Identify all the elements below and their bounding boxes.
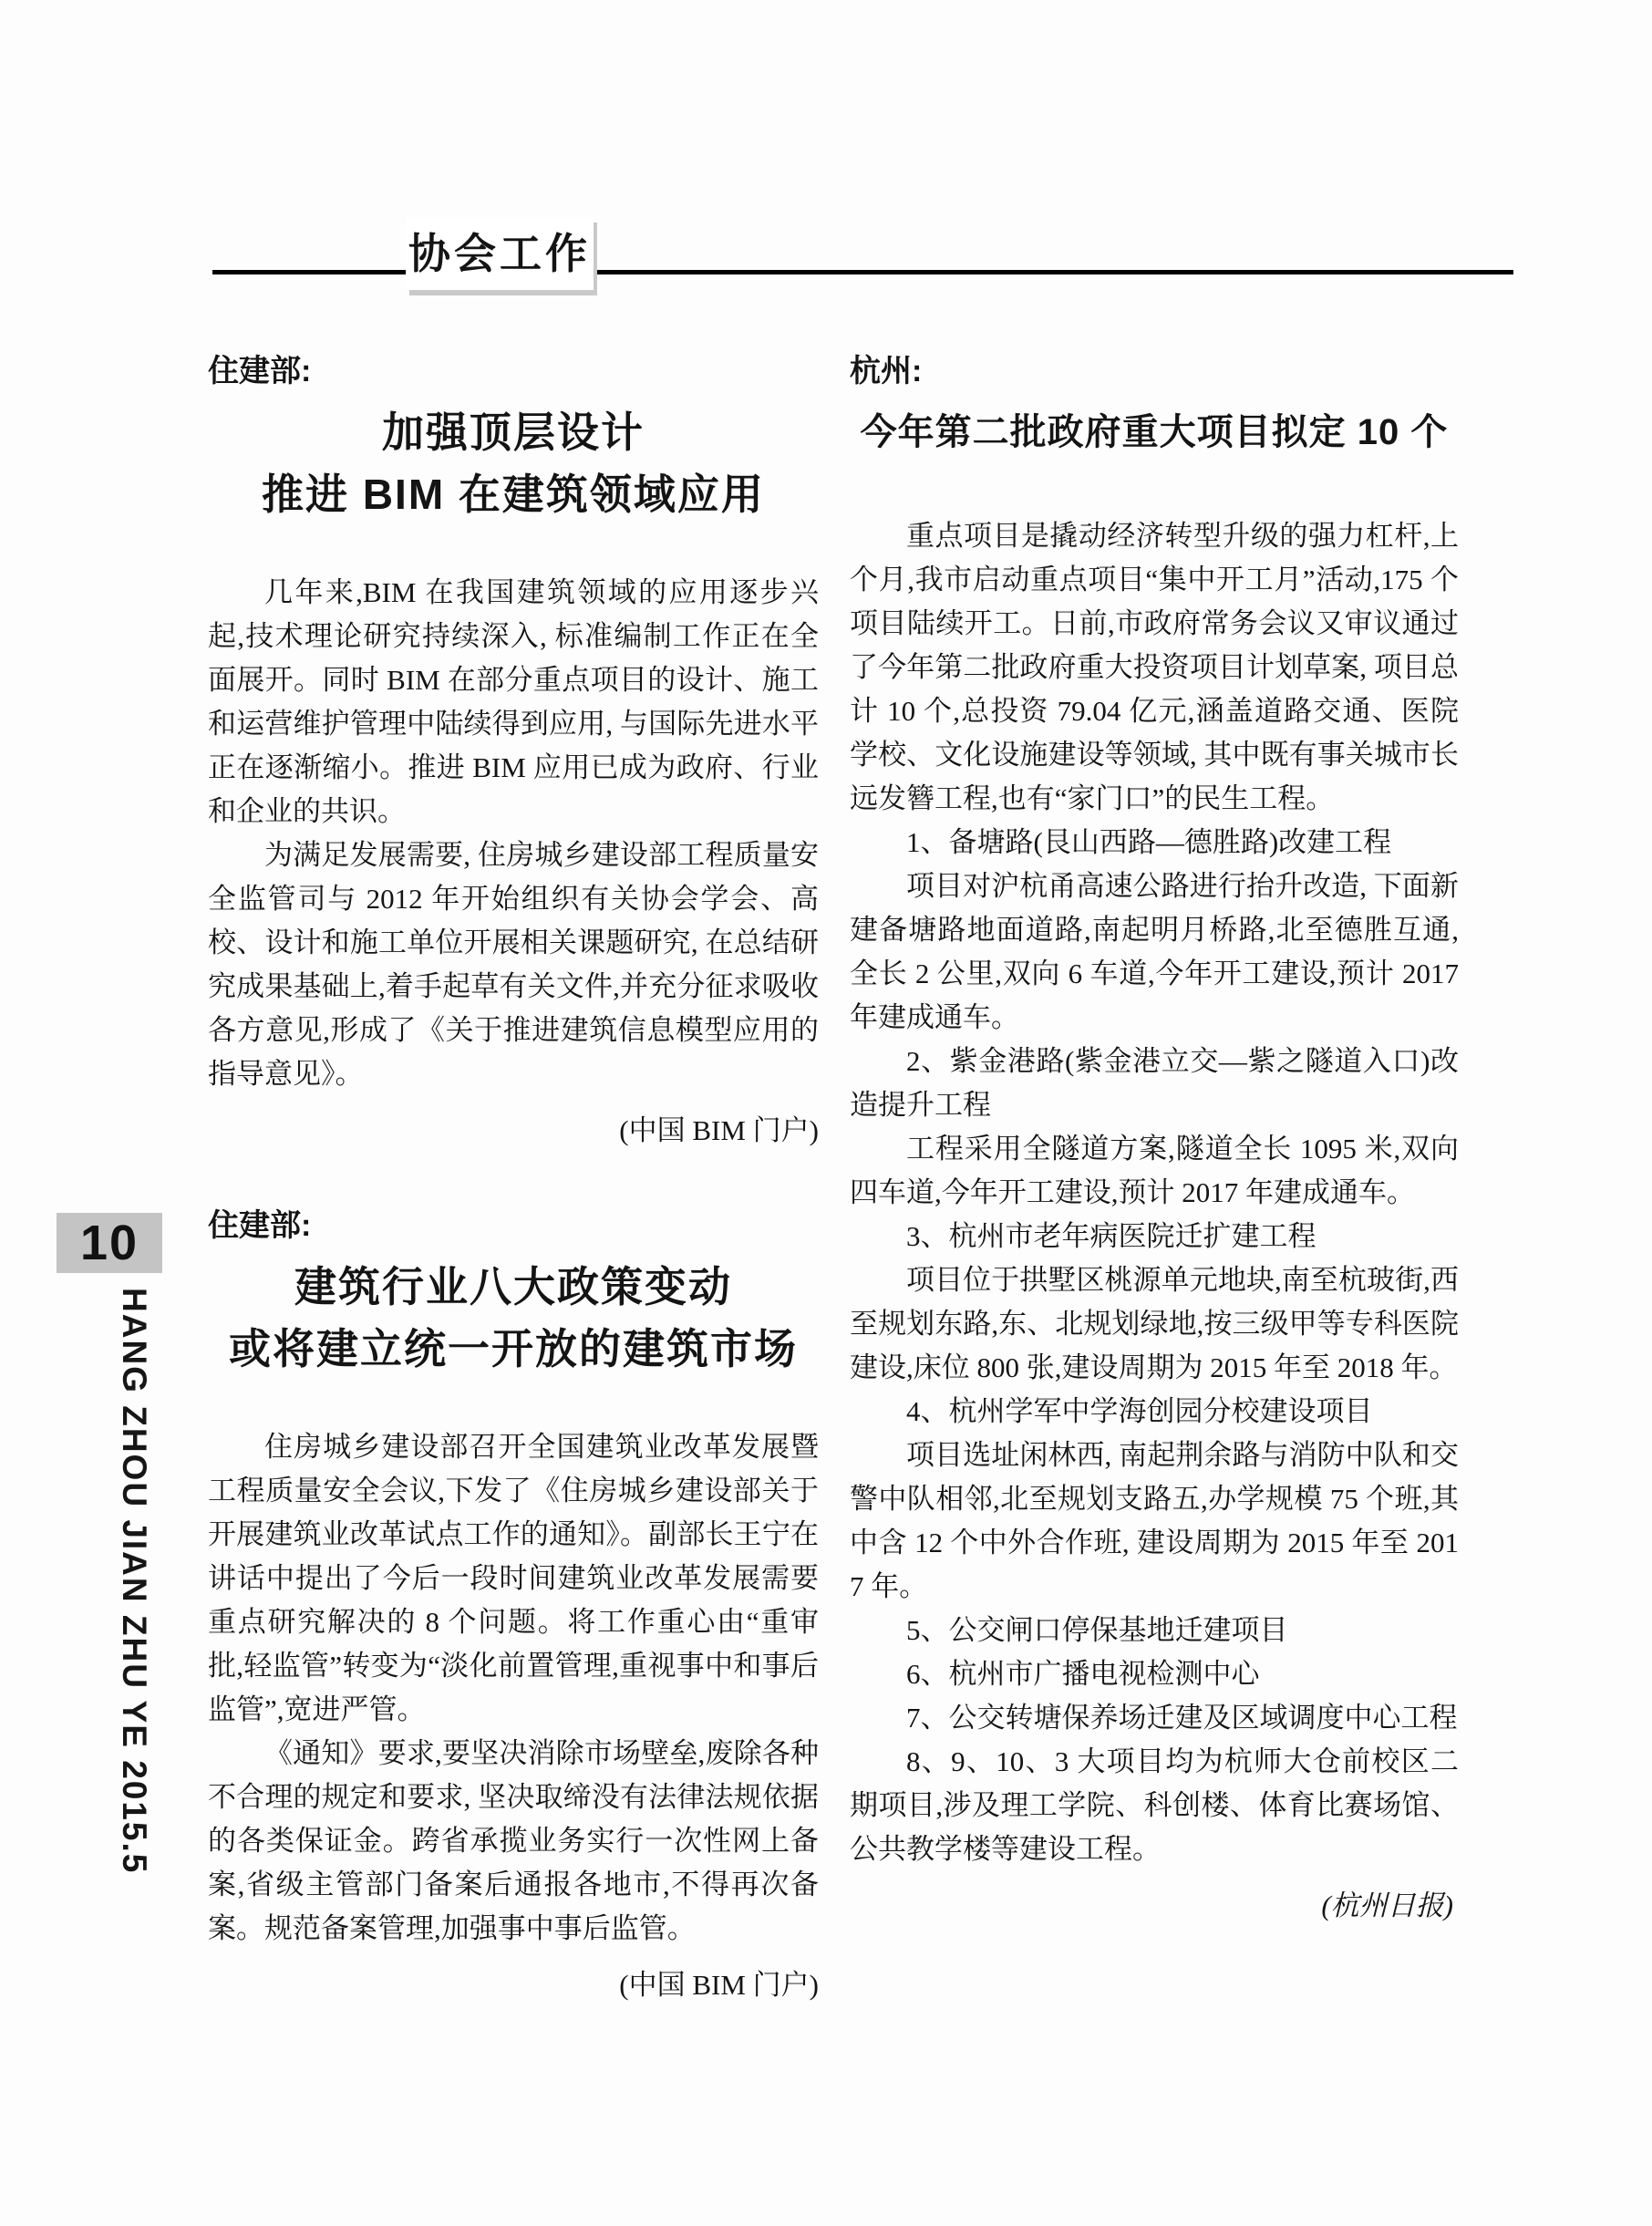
article-paragraph: 项目对沪杭甬高速公路进行抬升改造, 下面新建备塘路地面道路,南起明月桥路,北至德胜互通,全长 2 公里,双向 6 车道,今年开工建设,预计 2017 年建成通车。 [850,870,1459,1033]
article-title: 今年第二批政府重大项目拟定 10 个 [860,412,1449,452]
article-title-line: 推进 BIM 在建筑领域应用 [262,471,765,518]
article-paragraph: 5、公交闸口停保基地迁建项目 [906,1614,1288,1646]
article-title [208,1256,819,1380]
article-paragraph: 7、公交转塘保养场迁建及区域调度中心工程 [906,1702,1458,1734]
right-column [850,348,1459,1928]
article-paragraph: 4、杭州学军中学海创园分校建设项目 [906,1395,1373,1427]
article-paragraph: 8、9、10、3 大项目均为杭师大仓前校区二期项目,涉及理工学院、科创楼、体育比赛场馆、公共教学楼等建设工程。 [850,1745,1459,1865]
article-paragraph: 几年来,BIM 在我国建筑领域的应用逐步兴起,技术理论研究持续深入, 标准编制工作正在全面展开。同时 BIM 在部分重点项目的设计、施工和运营维护管理中陆续得到应用, 与国际先进水平正在逐渐缩小。推进 BIM 应用已成为政府、行业和企业的共识。 [208,576,819,827]
article-title-line: 加强顶层设计 [382,409,645,456]
article-hangzhou-projects [850,348,1459,1928]
article-source: (杭州日报) [1321,1890,1453,1921]
article-paragraph: 住房城乡建设部召开全国建筑业改革发展暨工程质量安全会议,下发了《住房城乡建设部关于开展建筑业改革试点工作的通知》。副部长王宁在讲话中提出了今后一段时间建筑业改革发展需要重点研究解决的 8 个问题。将工作重心由“重审批,轻监管”转变为“淡化前置管理,重视事中和事后监管”,宽进严管。 [208,1431,819,1725]
article-kicker: 住建部: [208,354,312,388]
article-kicker: 住建部: [208,1208,312,1243]
page-number-badge: 10 [57,1213,162,1273]
article-bim-top-design [208,348,819,1153]
article-paragraph: 工程采用全隧道方案,隧道全长 1095 米,双向四车道,今年开工建设,预计 2017 年建成通车。 [850,1133,1459,1208]
article-paragraph: 重点项目是撬动经济转型升级的强力杠杆,上个月,我市启动重点项目“集中开工月”活动,175 个项目陆续开工。日前,市政府常务会议又审议通过了今年第二批政府重大投资项目计划草案, 项目总计 10 个,总投资 79.04 亿元,涵盖道路交通、医院学校、文化设施建设等领域, 其中既有事关城市长远发簪工程,也有“家门口”的民生工程。 [850,520,1459,814]
article-source: (中国 BIM 门户) [619,1114,819,1146]
article-paragraph: 《通知》要求,要坚决消除市场壁垒,废除各种不合理的规定和要求, 坚决取缔没有法律法规依据的各类保证金。跨省承揽业务实行一次性网上备案,省级主管部门备案后通报各地市,不得再次备案。规范备案管理,加强事中事后监管。 [208,1737,819,1944]
article-paragraph: 项目选址闲林西, 南起荆余路与消防中队和交警中队相邻,北至规划支路五,办学规模 75 个班,其中含 12 个中外合作班, 建设周期为 2015 年至 2017 年。 [850,1439,1459,1602]
article-paragraph: 项目位于拱墅区桃源单元地块,南至杭玻街,西至规划东路,东、北规划绿地,按三级甲等专科医院建设,床位 800 张,建设周期为 2015 年至 2018 年。 [850,1264,1459,1383]
article-paragraph: 2、紫金港路(紫金港立交—紫之隧道入口)改造提升工程 [850,1045,1459,1121]
article-paragraph: 为满足发展需要, 住房城乡建设部工程质量安全监管司与 2012 年开始组织有关协会学会、高校、设计和施工单位开展相关课题研究, 在总结研究成果基础上,着手起草有关文件,并充分征求吸收各方意见,形成了《关于推进建筑信息模型应用的指导意见》。 [208,839,819,1090]
article-title [208,401,819,525]
article-paragraph: 3、杭州市老年病医院迁扩建工程 [906,1220,1316,1252]
article-title-line: 或将建立统一开放的建筑市场 [229,1325,798,1372]
article-paragraph: 1、备塘路(艮山西路—德胜路)改建工程 [906,826,1392,858]
section-header: 协会工作 [406,217,594,290]
article-source: (中国 BIM 门户) [619,1969,819,2001]
article-policy-changes [208,1203,819,2007]
journal-spine: HANG ZHOU JIAN ZHU YE 2015.5 [116,1288,153,1875]
article-title-line: 建筑行业八大政策变动 [294,1263,732,1310]
article-kicker: 杭州: [850,354,923,388]
article-paragraph: 6、杭州市广播电视检测中心 [906,1658,1260,1690]
left-column [208,348,819,2007]
